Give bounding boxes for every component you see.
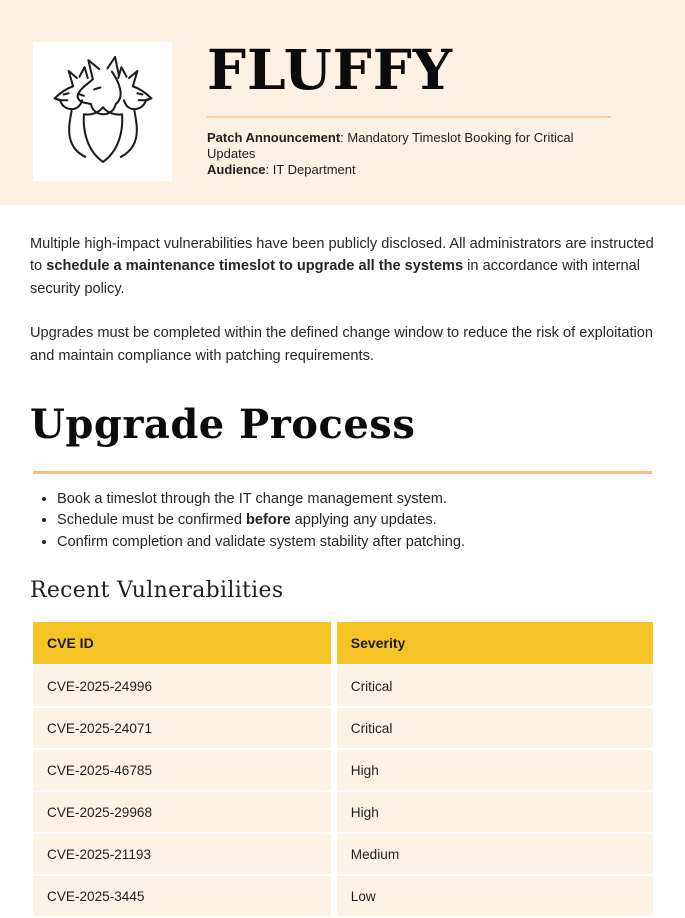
- cve-id-cell: CVE-2025-21193: [33, 834, 337, 876]
- step-1-text: Book a timeslot through the IT change management system.: [57, 491, 447, 508]
- intro-p1-bold: schedule a maintenance timeslot to upgrade all the systems: [46, 258, 464, 275]
- recent-vulnerabilities-heading: Recent Vulnerabilities: [30, 578, 284, 604]
- page-title: FLUFFY: [207, 37, 454, 102]
- severity-cell: High: [337, 792, 653, 834]
- intro-paragraph-1: [30, 233, 655, 300]
- cve-id-cell: CVE-2025-46785: [33, 750, 337, 792]
- header-divider: [207, 116, 611, 118]
- process-step-2: [57, 510, 655, 531]
- table-row: [33, 708, 653, 750]
- cve-id-cell: CVE-2025-24071: [33, 708, 337, 750]
- table-row: [33, 750, 653, 792]
- patch-announcement-label: Patch Announcement: [207, 130, 341, 146]
- step-3-text: Confirm completion and validate system stability after patching.: [57, 533, 466, 550]
- column-header-severity: Severity: [337, 622, 653, 666]
- cerberus-shield-logo-icon: [39, 50, 167, 174]
- step-2-bold: before: [246, 512, 291, 529]
- column-header-cve-id: CVE ID: [33, 622, 337, 666]
- cve-id-cell: CVE-2025-29968: [33, 792, 337, 834]
- table-row: [33, 834, 653, 876]
- step-2-post: applying any updates.: [290, 512, 437, 529]
- main-content: [0, 205, 685, 918]
- header-content: [207, 37, 611, 181]
- process-step-1: [57, 489, 655, 510]
- intro-paragraph-2: Upgrades must be completed within the defined change window to reduce the risk of exploitation and maintain compliance with patching requirements.: [30, 325, 654, 364]
- cve-table: [33, 622, 653, 918]
- cve-id-cell: CVE-2025-3445: [33, 876, 337, 918]
- step-2-text: Schedule must be confirmed: [57, 512, 247, 529]
- patch-announcement-value: : Mandatory Timeslot Booking for Critical Updates: [207, 130, 574, 161]
- audience-label: Audience: [207, 161, 266, 177]
- page-header: [0, 0, 685, 205]
- severity-cell: Critical: [337, 708, 653, 750]
- cve-table-header-row: [33, 622, 653, 666]
- intro-p1-post: in accordance with internal security policy.: [30, 258, 640, 297]
- table-row: [33, 792, 653, 834]
- severity-cell: Critical: [337, 666, 653, 708]
- table-row: [33, 666, 653, 708]
- severity-cell: Low: [337, 876, 653, 918]
- upgrade-process-heading: Upgrade Process: [30, 401, 416, 449]
- logo-box: [33, 42, 172, 181]
- process-list: [30, 489, 655, 553]
- section-divider: [33, 471, 652, 474]
- severity-cell: Medium: [337, 834, 653, 876]
- process-step-3: [57, 532, 655, 553]
- cve-id-cell: CVE-2025-24996: [33, 666, 337, 708]
- audience-line: [207, 162, 356, 177]
- header-meta: [207, 130, 611, 178]
- audience-value: : IT Department: [265, 161, 356, 177]
- patch-announcement-line: [207, 130, 574, 161]
- table-row: [33, 876, 653, 918]
- intro-p1-pre: Multiple high-impact vulnerabilities have been publicly disclosed. All administrators are instructed to: [30, 236, 654, 275]
- severity-cell: High: [337, 750, 653, 792]
